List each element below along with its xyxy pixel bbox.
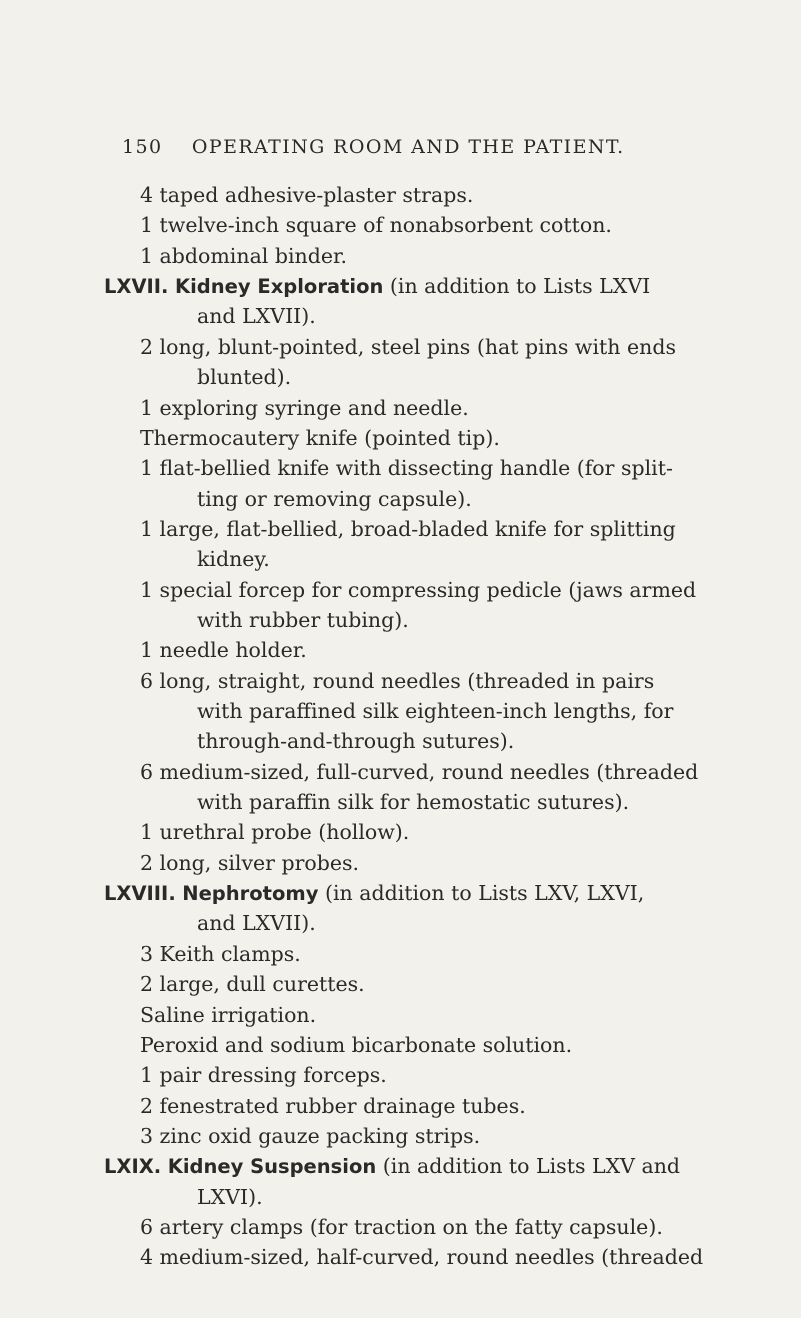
list-item: 2 long, blunt-pointed, steel pins (hat pins with ends [140, 334, 676, 359]
list-item-continuation: LXVI). [197, 1184, 263, 1209]
list-item: 2 large, dull curettes. [140, 972, 365, 997]
list-heading [104, 878, 644, 908]
list-item-continuation: with rubber tubing). [197, 607, 409, 632]
list-item: 6 long, straight, round needles (threaded in pairs [140, 668, 655, 693]
running-title: OPERATING ROOM AND THE PATIENT. [191, 136, 625, 158]
list-item: 3 Keith clamps. [140, 941, 301, 966]
list-heading [104, 1151, 680, 1181]
list-item-continuation: kidney. [197, 547, 270, 572]
list-item: 4 taped adhesive-plaster straps. [140, 183, 474, 207]
list-note: (in addition to Lists LXV, LXVI, [324, 881, 645, 906]
list-item: 1 twelve-inch square of nonabsorbent cotton. [140, 213, 612, 238]
list-title: Kidney Suspension [167, 1155, 377, 1179]
list-item-continuation: through-and-through sutures). [197, 729, 515, 754]
list-title: Nephrotomy [182, 882, 319, 906]
list-number: LXVII. [104, 275, 169, 299]
list-item-continuation: and LXVII). [197, 304, 316, 329]
list-item: Peroxid and sodium bicarbonate solution. [140, 1032, 573, 1057]
list-item: 1 large, flat-bellied, broad-bladed knife for splitting [140, 516, 676, 541]
list-title: Kidney Exploration [175, 275, 384, 299]
list-number: LXVIII. [104, 882, 176, 906]
list-item-continuation: ting or removing capsule). [197, 486, 472, 511]
list-item-continuation: with paraffin silk for hemostatic sutures). [197, 790, 630, 814]
list-item: 1 urethral probe (hollow). [140, 820, 410, 845]
list-item: 1 flat-bellied knife with dissecting handle (for split- [140, 456, 673, 481]
list-number: LXIX. [104, 1155, 162, 1179]
list-item: 2 long, silver probes. [140, 850, 360, 875]
list-item-continuation: and LXVII). [197, 911, 316, 936]
running-header [122, 136, 625, 158]
list-item: 1 needle holder. [140, 638, 307, 663]
list-item: 6 artery clamps (for traction on the fatty capsule). [140, 1214, 663, 1239]
list-item: 1 special forcep for compressing pedicle (jaws armed [140, 577, 697, 602]
list-item: Saline irrigation. [140, 1002, 317, 1027]
list-item-continuation: blunted). [197, 365, 292, 390]
list-note: (in addition to Lists LXVI [389, 274, 651, 299]
list-item: Thermocautery knife (pointed tip). [140, 425, 500, 450]
list-note: (in addition to Lists LXV and [382, 1154, 681, 1179]
list-item: 2 fenestrated rubber drainage tubes. [140, 1093, 526, 1118]
list-item: 1 exploring syringe and needle. [140, 395, 469, 420]
list-item: 4 medium-sized, half-curved, round needles (threaded [140, 1245, 704, 1270]
list-item: 1 abdominal binder. [140, 243, 348, 268]
list-item: 1 pair dressing forceps. [140, 1063, 387, 1088]
list-item: 3 zinc oxid gauze packing strips. [140, 1123, 481, 1148]
page-number: 150 [122, 136, 163, 158]
list-heading [104, 271, 650, 301]
list-item: 6 medium-sized, full-curved, round needles (threaded [140, 759, 699, 784]
list-item-continuation: with paraffined silk eighteen-inch lengths, for [197, 699, 674, 723]
